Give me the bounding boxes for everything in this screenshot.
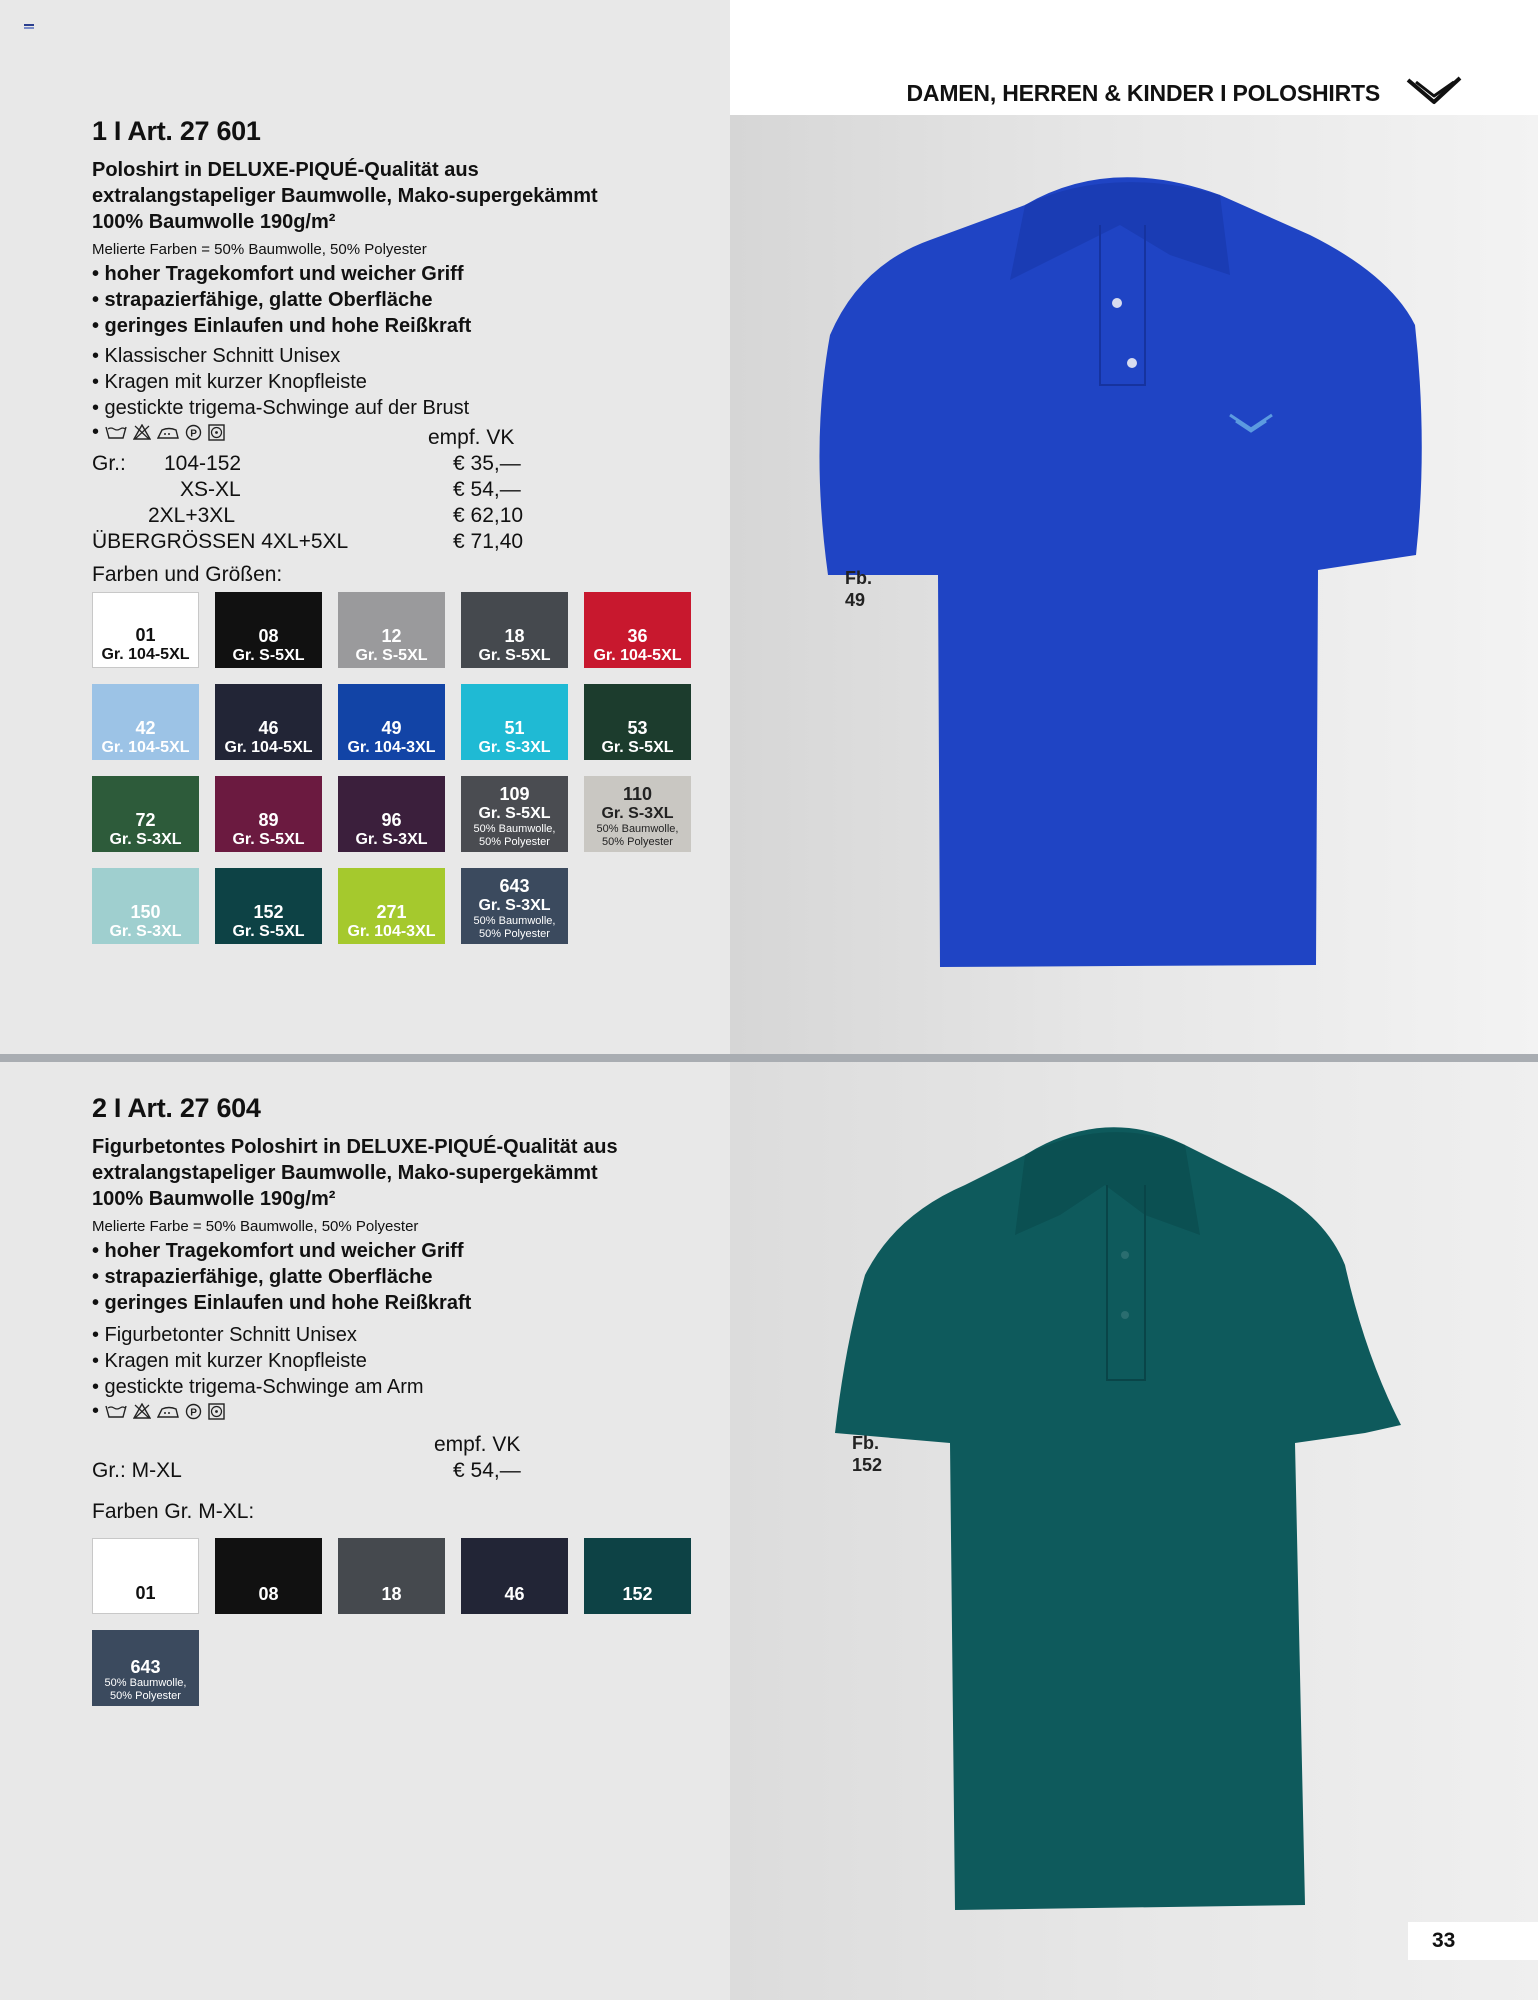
no-bleach-icon [133, 1403, 151, 1419]
swatch-size: Gr. S-5XL [478, 647, 551, 664]
swatch-size: Gr. S-5XL [355, 647, 428, 664]
fb-label: Fb. [852, 1433, 879, 1453]
feature-bold: • hoher Tragekomfort und weicher Griff [92, 263, 464, 285]
color-swatch-08 [215, 592, 322, 668]
care-symbols [92, 421, 712, 443]
swatch-code: 51 [504, 718, 525, 738]
swatch-code: 46 [258, 718, 279, 738]
polo-shirt-petrol-image [825, 1115, 1425, 1915]
swatch-note: 50% Polyester [110, 1690, 181, 1702]
swatch-code: 72 [135, 810, 156, 830]
material-note: Melierte Farbe = 50% Baumwolle, 50% Polyester [92, 1218, 419, 1235]
material-note: Melierte Farben = 50% Baumwolle, 50% Polyester [92, 241, 427, 258]
color-swatch-150 [92, 868, 199, 944]
colors-label: Farben Gr. M-XL: [92, 1500, 255, 1523]
swatch-code: 152 [253, 902, 284, 922]
size-range: 104-152 [164, 452, 242, 475]
swatch-size: Gr. 104-5XL [593, 647, 682, 664]
shirt-button [1127, 358, 1137, 368]
swatch-code: 110 [622, 784, 653, 804]
feature-bold: • strapazierfähige, glatte Oberfläche [92, 1266, 433, 1288]
color-swatch-110 [584, 776, 691, 852]
size-label: Gr.: M-XL [92, 1459, 182, 1482]
dry-clean-icon [185, 1403, 202, 1420]
care-symbols [92, 1400, 712, 1422]
swatch-size: Gr. 104-5XL [101, 739, 190, 756]
feature: • Klassischer Schnitt Unisex [92, 345, 341, 367]
feature-bold: • geringes Einlaufen und hohe Reißkraft [92, 315, 472, 337]
price-value: € 54,— [453, 1459, 521, 1482]
desc-line: Poloshirt in DELUXE-PIQUÉ-Qualität aus [92, 159, 479, 181]
swatch-note: 50% Baumwolle, [473, 823, 556, 835]
no-bleach-icon [133, 424, 151, 440]
tumble-dry-icon [208, 1403, 225, 1420]
section-divider [0, 1054, 1538, 1062]
polo-shirt-blue-image [810, 165, 1430, 980]
color-swatch-643 [92, 1630, 199, 1706]
swatch-code: 18 [504, 626, 525, 646]
color-swatch-08 [215, 1538, 322, 1614]
price-header: empf. VK [428, 426, 515, 449]
swatch-size: Gr. S-5XL [232, 831, 305, 848]
size-range: ÜBERGRÖSSEN 4XL+5XL [92, 530, 349, 553]
swatch-code: 109 [499, 784, 530, 804]
swatch-size: Gr. S-3XL [109, 831, 182, 848]
swatch-size: Gr. S-5XL [478, 805, 551, 822]
feature: • gestickte trigema-Schwinge am Arm [92, 1376, 424, 1398]
swatch-code: 01 [135, 625, 156, 645]
swatch-code: 150 [130, 902, 161, 922]
shirt-body [835, 1127, 1401, 1910]
svg-text:P: P [190, 1407, 197, 1418]
fb-label: Fb. [845, 568, 872, 588]
product-description [92, 1134, 712, 1212]
iron-icon [157, 1403, 179, 1419]
feature: • Figurbetonter Schnitt Unisex [92, 1324, 357, 1346]
swatch-size: Gr. 104-3XL [347, 923, 436, 940]
price-header: empf. VK [434, 1433, 521, 1456]
flag-icon [24, 24, 34, 32]
page-header-title: DAMEN, HERREN & KINDER I POLOSHIRTS [906, 80, 1380, 106]
color-swatch-51 [461, 684, 568, 760]
swatch-size: Gr. 104-5XL [101, 646, 190, 663]
price-value: € 71,40 [453, 530, 524, 553]
fb-code: 152 [852, 1455, 883, 1475]
swatch-code: 01 [135, 1583, 156, 1603]
swatch-code: 36 [627, 626, 648, 646]
swatch-note: 50% Polyester [479, 836, 550, 848]
size-label: Gr.: [92, 452, 126, 475]
iron-icon [157, 424, 179, 440]
swatch-size: Gr. S-3XL [478, 897, 551, 914]
feature: • gestickte trigema-Schwinge auf der Brust [92, 397, 470, 419]
color-swatch-109 [461, 776, 568, 852]
swatch-code: 18 [381, 1584, 402, 1604]
color-swatch-271 [338, 868, 445, 944]
price-value: € 54,— [453, 478, 521, 501]
swatch-note: 50% Baumwolle, [104, 1677, 187, 1689]
dry-clean-icon [185, 424, 202, 441]
swatch-size: Gr. S-5XL [601, 739, 674, 756]
swatch-size: Gr. S-3XL [109, 923, 182, 940]
swatch-size: Gr. 104-3XL [347, 739, 436, 756]
article-number: 2 I Art. 27 604 [92, 1093, 261, 1123]
color-swatch-18 [461, 592, 568, 668]
swatch-note: 50% Baumwolle, [596, 823, 679, 835]
swatch-size: Gr. S-3XL [355, 831, 428, 848]
swatch-code: 49 [381, 718, 402, 738]
desc-line: Figurbetontes Poloshirt in DELUXE-PIQUÉ-Qualität aus [92, 1136, 618, 1158]
color-swatch-53 [584, 684, 691, 760]
feature-bold: • strapazierfähige, glatte Oberfläche [92, 289, 433, 311]
colors-label: Farben und Größen: [92, 563, 283, 586]
shirt-button [1112, 298, 1122, 308]
shirt-button [1121, 1311, 1129, 1319]
trigema-logo-icon [1406, 74, 1462, 108]
shirt-body [819, 177, 1421, 967]
color-swatch-46 [461, 1538, 568, 1614]
swatch-size: Gr. S-5XL [232, 647, 305, 664]
color-swatch-42 [92, 684, 199, 760]
feature: • Kragen mit kurzer Knopfleiste [92, 1350, 367, 1372]
desc-line: 100% Baumwolle 190g/m² [92, 1188, 336, 1210]
swatch-size: Gr. S-3XL [601, 805, 674, 822]
feature-bold: • geringes Einlaufen und hohe Reißkraft [92, 1292, 472, 1314]
color-swatch-152 [584, 1538, 691, 1614]
product-description [92, 157, 712, 235]
swatch-code: 152 [622, 1584, 653, 1604]
care-bullet: • [92, 1399, 100, 1422]
care-bullet: • [92, 420, 100, 443]
shirt-button [1121, 1251, 1129, 1259]
color-swatch-01 [92, 592, 199, 668]
wash-icon [105, 424, 127, 440]
price-value: € 35,— [453, 452, 521, 475]
tumble-dry-icon [208, 424, 225, 441]
color-swatch-18 [338, 1538, 445, 1614]
color-swatch-643 [461, 868, 568, 944]
color-swatch-46 [215, 684, 322, 760]
swatch-size: Gr. S-5XL [232, 923, 305, 940]
color-swatch-36 [584, 592, 691, 668]
swatch-note: 50% Polyester [479, 928, 550, 940]
color-swatch-49 [338, 684, 445, 760]
desc-line: extralangstapeliger Baumwolle, Mako-supergekämmt [92, 1162, 598, 1184]
size-range: XS-XL [180, 478, 241, 501]
swatch-size: Gr. 104-5XL [224, 739, 313, 756]
swatch-code: 46 [504, 1584, 525, 1604]
feature-bold: • hoher Tragekomfort und weicher Griff [92, 1240, 464, 1262]
fb-code: 49 [845, 590, 866, 610]
color-swatch-96 [338, 776, 445, 852]
product-1-info [92, 116, 712, 443]
color-swatch-152 [215, 868, 322, 944]
product-2-info [92, 1093, 712, 1422]
swatch-code: 42 [135, 718, 156, 738]
article-number: 1 I Art. 27 601 [92, 116, 261, 146]
desc-line: extralangstapeliger Baumwolle, Mako-supergekämmt [92, 185, 598, 207]
swatch-code: 89 [258, 810, 279, 830]
swatch-note: 50% Polyester [602, 836, 673, 848]
swatch-size: Gr. S-3XL [478, 739, 551, 756]
color-swatch-12 [338, 592, 445, 668]
feature: • Kragen mit kurzer Knopfleiste [92, 371, 367, 393]
swatch-code: 53 [627, 718, 648, 738]
swatch-code: 643 [130, 1657, 161, 1677]
page-number: 33 [1408, 1922, 1538, 1960]
size-range: 2XL+3XL [148, 504, 235, 527]
color-swatch-72 [92, 776, 199, 852]
price-value: € 62,10 [453, 504, 524, 527]
swatch-code: 96 [381, 810, 402, 830]
swatch-code: 12 [381, 626, 402, 646]
svg-text:P: P [190, 428, 197, 439]
swatch-code: 271 [376, 902, 407, 922]
color-swatch-89 [215, 776, 322, 852]
swatch-note: 50% Baumwolle, [473, 915, 556, 927]
swatch-code: 08 [258, 626, 279, 646]
wash-icon [105, 1403, 127, 1419]
desc-line: 100% Baumwolle 190g/m² [92, 211, 336, 233]
swatch-code: 08 [258, 1584, 279, 1604]
swatch-code: 643 [499, 876, 530, 896]
color-swatch-01 [92, 1538, 199, 1614]
